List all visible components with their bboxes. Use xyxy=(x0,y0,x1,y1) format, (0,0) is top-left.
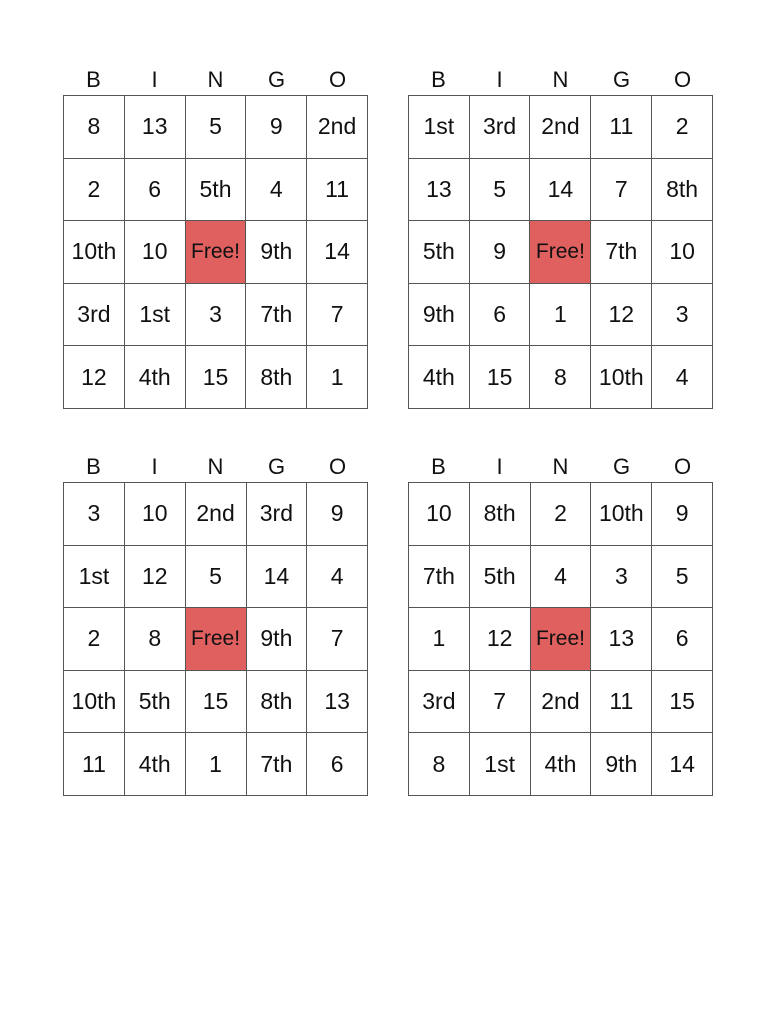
bingo-cell: 10th xyxy=(591,346,652,409)
grid-row xyxy=(409,608,713,671)
bingo-cell: 10 xyxy=(124,483,185,546)
bingo-cell: 3rd xyxy=(64,283,125,346)
bingo-cell: 2 xyxy=(530,483,591,546)
bingo-card-4 xyxy=(408,452,713,796)
bingo-cell: 14 xyxy=(652,733,713,796)
bingo-cell: 4 xyxy=(652,346,713,409)
header-letter: N xyxy=(552,454,569,479)
bingo-cell: 4 xyxy=(530,545,591,608)
bingo-cell: 5 xyxy=(652,545,713,608)
bingo-cell: 3 xyxy=(185,283,246,346)
bingo-cell: 10 xyxy=(652,221,713,284)
bingo-cell: 6 xyxy=(124,158,185,221)
bingo-grid xyxy=(408,482,713,796)
header-letter: I xyxy=(496,67,503,92)
bingo-card-3 xyxy=(63,452,368,796)
bingo-cell: 12 xyxy=(64,346,125,409)
header-letter: N xyxy=(552,67,569,92)
bingo-cell: 7th xyxy=(246,733,307,796)
bingo-cell: 9th xyxy=(591,733,652,796)
grid-row xyxy=(64,608,368,671)
bingo-grid xyxy=(408,95,713,409)
bingo-cell: 5th xyxy=(409,221,470,284)
bingo-cell: 8th xyxy=(246,670,307,733)
grid-row xyxy=(409,283,713,346)
bingo-cell: 9 xyxy=(246,96,307,159)
bingo-cell: 10 xyxy=(409,483,470,546)
bingo-cell: 9th xyxy=(409,283,470,346)
bingo-cell: 5th xyxy=(469,545,530,608)
bingo-cell: 3 xyxy=(652,283,713,346)
bingo-cell: 9 xyxy=(652,483,713,546)
header-letter: N xyxy=(207,67,224,92)
bingo-cell: 7 xyxy=(307,283,368,346)
bingo-cell: 14 xyxy=(246,545,307,608)
bingo-cell: 11 xyxy=(591,670,652,733)
bingo-cell: 1 xyxy=(185,733,246,796)
bingo-cell: 8 xyxy=(530,346,591,409)
grid-row xyxy=(409,221,713,284)
bingo-header xyxy=(63,452,368,482)
free-space: Free! xyxy=(530,221,591,284)
bingo-cell: 11 xyxy=(64,733,125,796)
grid-row xyxy=(409,346,713,409)
bingo-cell: 10th xyxy=(591,483,652,546)
bingo-card-2 xyxy=(408,65,713,409)
bingo-cell: 3rd xyxy=(246,483,307,546)
bingo-cell: 11 xyxy=(307,158,368,221)
bingo-cell: 2nd xyxy=(530,96,591,159)
bingo-card-1 xyxy=(63,65,368,409)
grid-row xyxy=(64,158,368,221)
header-letter: G xyxy=(612,67,631,92)
bingo-cell: 4 xyxy=(246,158,307,221)
bingo-cell: 1st xyxy=(469,733,530,796)
bingo-grid xyxy=(63,95,368,409)
bingo-cell: 15 xyxy=(469,346,530,409)
bingo-cell: 9 xyxy=(469,221,530,284)
header-letter: G xyxy=(267,67,286,92)
grid-row xyxy=(409,670,713,733)
bingo-cell: 12 xyxy=(591,283,652,346)
header-letter: B xyxy=(86,454,101,479)
bingo-cell: 3 xyxy=(591,545,652,608)
bingo-cell: 8 xyxy=(124,608,185,671)
bingo-cell: 2 xyxy=(64,158,125,221)
grid-row xyxy=(409,545,713,608)
grid-row xyxy=(409,733,713,796)
bingo-cell: 5 xyxy=(185,545,246,608)
bingo-cell: 9 xyxy=(307,483,368,546)
bingo-cell: 1 xyxy=(307,346,368,409)
bingo-cell: 3rd xyxy=(409,670,470,733)
bingo-cell: 13 xyxy=(124,96,185,159)
bingo-cell: 8th xyxy=(652,158,713,221)
bingo-cell: 10 xyxy=(124,221,185,284)
bingo-header xyxy=(408,65,713,95)
bingo-cell: 10th xyxy=(64,221,125,284)
header-letter: O xyxy=(328,454,347,479)
bingo-cell: 4th xyxy=(124,346,185,409)
bingo-cell: 2nd xyxy=(307,96,368,159)
free-space: Free! xyxy=(185,608,246,671)
bingo-cell: 7 xyxy=(591,158,652,221)
header-letter: B xyxy=(431,67,446,92)
bingo-cell: 4 xyxy=(307,545,368,608)
bingo-cell: 5th xyxy=(124,670,185,733)
bingo-cell: 14 xyxy=(307,221,368,284)
bingo-cell: 1 xyxy=(530,283,591,346)
bingo-cell: 2 xyxy=(64,608,125,671)
bingo-cell: 13 xyxy=(409,158,470,221)
bingo-cell: 12 xyxy=(124,545,185,608)
bingo-cell: 2 xyxy=(652,96,713,159)
grid-row xyxy=(64,670,368,733)
bingo-cell: 13 xyxy=(591,608,652,671)
grid-row xyxy=(409,483,713,546)
bingo-cell: 14 xyxy=(530,158,591,221)
header-letter: G xyxy=(267,454,286,479)
bingo-cell: 1st xyxy=(409,96,470,159)
bingo-cell: 1 xyxy=(409,608,470,671)
bingo-cell: 15 xyxy=(652,670,713,733)
bingo-cell: 6 xyxy=(469,283,530,346)
bingo-cell: 7 xyxy=(469,670,530,733)
bingo-cell: 10th xyxy=(64,670,125,733)
bingo-cell: 9th xyxy=(246,221,307,284)
bingo-cell: 6 xyxy=(307,733,368,796)
bingo-cell: 15 xyxy=(185,670,246,733)
grid-row xyxy=(64,483,368,546)
grid-row xyxy=(64,96,368,159)
bingo-cell: 4th xyxy=(409,346,470,409)
bingo-cell: 2nd xyxy=(530,670,591,733)
header-letter: I xyxy=(151,67,158,92)
bingo-cell: 6 xyxy=(652,608,713,671)
free-space: Free! xyxy=(530,608,591,671)
bingo-cell: 1st xyxy=(124,283,185,346)
bingo-cell: 9th xyxy=(246,608,307,671)
bingo-cell: 7th xyxy=(409,545,470,608)
header-letter: B xyxy=(431,454,446,479)
bingo-cell: 8th xyxy=(246,346,307,409)
grid-row xyxy=(64,545,368,608)
bingo-cell: 7th xyxy=(246,283,307,346)
bingo-cell: 11 xyxy=(591,96,652,159)
bingo-cell: 4th xyxy=(530,733,591,796)
bingo-cell: 8th xyxy=(469,483,530,546)
bingo-cell: 3 xyxy=(64,483,125,546)
header-letter: O xyxy=(673,67,692,92)
grid-row xyxy=(409,158,713,221)
bingo-header xyxy=(408,452,713,482)
bingo-cell: 4th xyxy=(124,733,185,796)
bingo-cell: 7th xyxy=(591,221,652,284)
bingo-cell: 2nd xyxy=(185,483,246,546)
bingo-grid xyxy=(63,482,368,796)
bingo-cell: 1st xyxy=(64,545,125,608)
header-letter: O xyxy=(328,67,347,92)
bingo-cell: 15 xyxy=(185,346,246,409)
grid-row xyxy=(64,221,368,284)
grid-row xyxy=(409,96,713,159)
bingo-cell: 12 xyxy=(469,608,530,671)
bingo-cell: 5 xyxy=(469,158,530,221)
header-letter: B xyxy=(86,67,101,92)
bingo-cell: 8 xyxy=(64,96,125,159)
header-letter: N xyxy=(207,454,224,479)
header-letter: G xyxy=(612,454,631,479)
grid-row xyxy=(64,283,368,346)
bingo-cell: 13 xyxy=(307,670,368,733)
header-letter: I xyxy=(496,454,503,479)
grid-row xyxy=(64,733,368,796)
bingo-cell: 3rd xyxy=(469,96,530,159)
bingo-cell: 5 xyxy=(185,96,246,159)
grid-row xyxy=(64,346,368,409)
bingo-cell: 5th xyxy=(185,158,246,221)
header-letter: I xyxy=(151,454,158,479)
bingo-header xyxy=(63,65,368,95)
bingo-cell: 7 xyxy=(307,608,368,671)
bingo-cell: 8 xyxy=(409,733,470,796)
free-space: Free! xyxy=(185,221,246,284)
header-letter: O xyxy=(673,454,692,479)
